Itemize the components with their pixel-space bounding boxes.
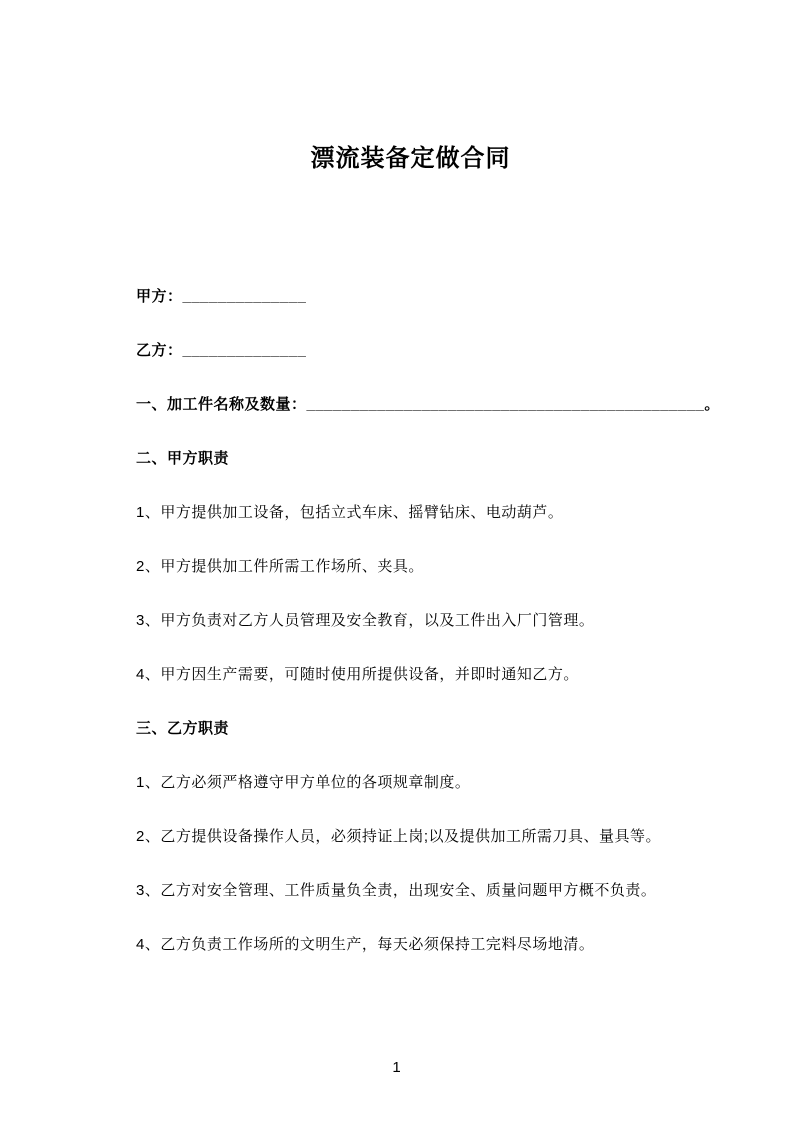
section-3-item-2: 2、乙方提供设备操作人员，必须持证上岗;以及提供加工所需刀具、量具等。 [136,828,662,846]
section-2-heading: 二、甲方职责 [136,450,230,468]
section-2-item-2: 2、甲方提供加工件所需工作场所、夹具。 [136,558,424,576]
section-3-item-3: 3、乙方对安全管理、工件质量负全责，出现安全、质量问题甲方概不负责。 [136,882,657,900]
document-title: 漂流装备定做合同 [310,145,511,172]
party-a-line: 甲方：______________ [136,288,307,306]
section-1-heading: 一、加工件名称及数量：_____________________________________________。 [136,396,720,414]
section-3-heading: 三、乙方职责 [136,720,230,738]
document-body [136,286,720,955]
section-2-item-3: 3、甲方负责对乙方人员管理及安全教育，以及工件出入厂门管理。 [136,612,595,630]
section-3-item-1: 1、乙方必须严格遵守甲方单位的各项规章制度。 [136,774,471,792]
section-3-item-4: 4、乙方负责工作场所的文明生产，每天必须保持工完料尽场地清。 [136,936,595,954]
section-2-item-4: 4、甲方因生产需要，可随时使用所提供设备，并即时通知乙方。 [136,666,579,684]
section-2-item-1: 1、甲方提供加工设备，包括立式车床、摇臂钻床、电动葫芦。 [136,504,564,522]
party-b-line: 乙方：______________ [136,342,307,360]
page-number: 1 [392,1059,401,1076]
